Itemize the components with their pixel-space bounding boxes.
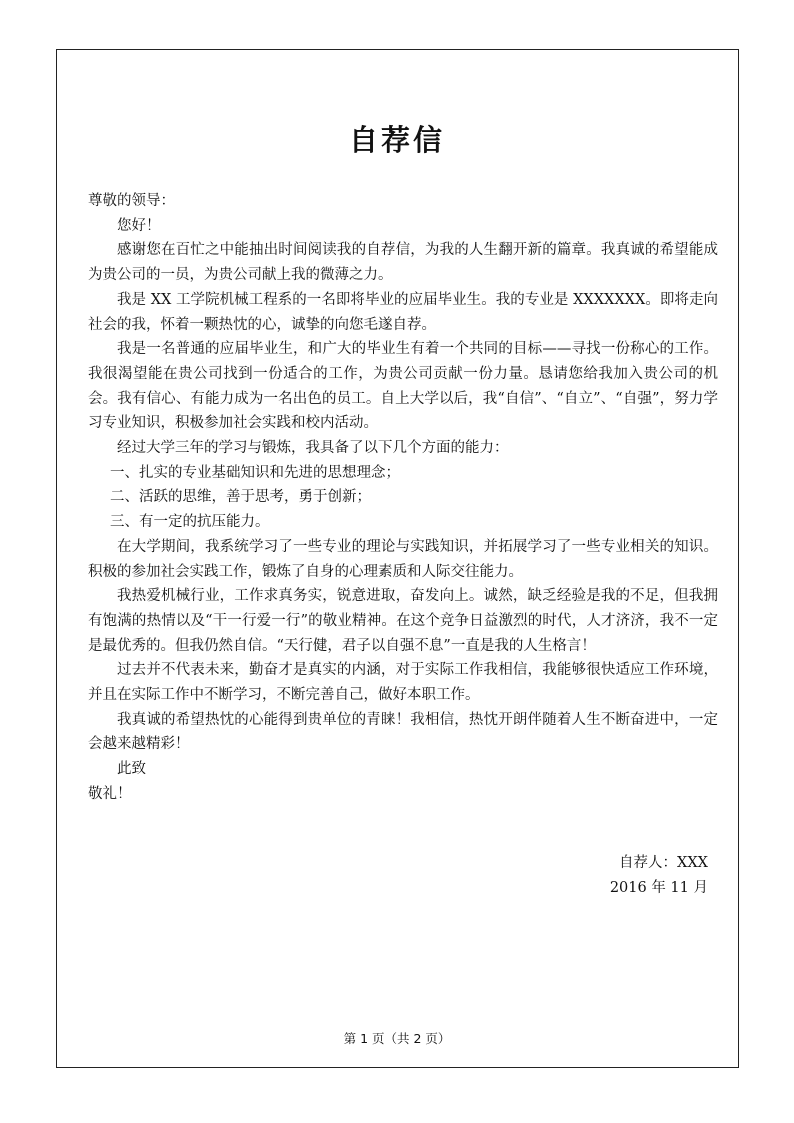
ability-item: 三、有一定的抗压能力。 (110, 514, 270, 531)
paragraph-2: 我是 XX 工学院机械工程系的一名即将毕业的应届毕业生。我的专业是 XXXXXXX。即将走向社会的我，怀着一颗热忱的心，诚挚的向您毛遂自荐。 (88, 291, 718, 333)
greeting: 您好！ (117, 217, 161, 234)
signature-block (610, 851, 708, 901)
closing-line-2: 敬礼！ (88, 785, 132, 802)
paragraph-4: 经过大学三年的学习与锻炼，我具备了以下几个方面的能力： (117, 440, 509, 457)
paragraph-7: 过去并不代表未来，勤奋才是真实的内涵，对于实际工作我相信，我能够很快适应工作环境，并且在实际工作中不断学习，不断完善自己，做好本职工作。 (88, 662, 718, 704)
letter-body (88, 189, 718, 807)
paragraph-3: 我是一名普通的应届毕业生，和广大的毕业生有着一个共同的目标——寻找一份称心的工作。我很渴望能在贵公司找到一份适合的工作，为贵公司贡献一份力量。恳请您给我加入贵公司的机会。我有信心、有能力成为一名出色的员工。自上大学以后，我“自信”、“自立”、“自强”，努力学习专业知识，积极参加社会实践和校内活动。 (88, 341, 718, 432)
closing-line-1: 此致 (117, 761, 146, 778)
paragraph-6: 我热爱机械行业，工作求真务实，锐意进取，奋发向上。诚然，缺乏经验是我的不足，但我拥有饱满的热情以及“干一行爱一行”的敬业精神。在这个竞争日益激烈的时代，人才济济，我不一定是最优秀的。但我仍然自信。“天行健，君子以自强不息”一直是我的人生格言！ (88, 588, 718, 654)
signature: 自荐人：XXX (619, 855, 708, 871)
paragraph-8: 我真诚的希望热忱的心能得到贵单位的青睐！我相信，热忱开朗伴随着人生不断奋进中，一定会越来越精彩！ (88, 711, 718, 753)
ability-item: 二、活跃的思维，善于思考，勇于创新； (110, 489, 371, 506)
date: 2016 年 11 月 (609, 880, 708, 896)
ability-item: 一、扎实的专业基础知识和先进的思想理念； (110, 464, 400, 481)
paragraph-5: 在大学期间，我系统学习了一些专业的理论与实践知识，并拓展学习了一些专业相关的知识。积极的参加社会实践工作，锻炼了自身的心理素质和人际交往能力。 (88, 538, 718, 580)
paragraph-1: 感谢您在百忙之中能抽出时间阅读我的自荐信，为我的人生翻开新的篇章。我真诚的希望能成为贵公司的一员，为贵公司献上我的微薄之力。 (88, 242, 718, 284)
document-title: 自荐信 (348, 123, 445, 157)
page-number: 第 1 页（共 2 页） (343, 1031, 451, 1046)
salutation: 尊敬的领导： (88, 193, 175, 209)
